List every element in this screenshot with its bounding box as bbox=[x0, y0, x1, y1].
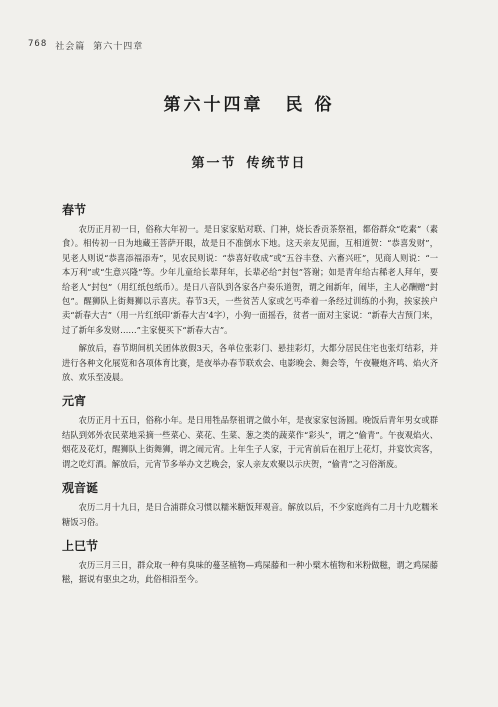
shangsi-festival-paragraph: 农历三月三日，群众取一种有臭味的蔓茎植物—鸡屎藤和一种小檗木植物和米粉做糍，谓之鸡屎藤糍，据说有驱虫之功，此俗相沿至今。 bbox=[62, 559, 438, 585]
chapter-heading bbox=[0, 90, 498, 115]
spring-festival-paragraph-2: 解放后，春节期间机关团体放假3天，各单位张彩门、悬挂彩灯，大都分居民住宅也张灯结彩，并进行各种文化展览和各项体育比赛，是夜举办春节联欢会、电影晚会、舞会等，午夜鞭炮齐鸣、焰火齐放、欢乐至凌晨。 bbox=[62, 343, 438, 383]
section-number: 第一节 bbox=[191, 156, 237, 171]
festival-heading-lantern: 元宵 bbox=[62, 394, 87, 409]
festival-heading-spring: 春节 bbox=[62, 203, 87, 217]
running-header bbox=[28, 39, 143, 52]
festival-heading-guanyin: 观音诞 bbox=[62, 481, 99, 496]
chapter-number: 第六十四章 bbox=[163, 95, 264, 115]
chapter-title: 民 俗 bbox=[285, 95, 335, 115]
section-heading bbox=[0, 152, 498, 171]
book-part-label: 社会篇 bbox=[55, 42, 86, 52]
lantern-festival-paragraph: 农历正月十五日，俗称小年。是日用牲品祭祖谓之做小年，是夜家家包汤圆。晚饭后青年男女或群结队到郊外农民菜地采摘一些菜心、菜花、生菜、葱之类的蔬菜作“彩头”，谓之“偷青”。午夜观焰火、烟花及花灯，醒狮队上街舞狮，谓之闹元宵。上年生子人家，于元宵前后在祖厅上花灯，并宴饮宾客，谓之吃灯酒。解放后，元宵节多举办文艺晚会，家人亲友欢聚以示庆贺，“偷青”之习俗渐废。 bbox=[62, 415, 438, 469]
section-title: 传统节日 bbox=[246, 156, 307, 171]
chapter-short-label: 第六十四章 bbox=[93, 42, 144, 52]
guanyin-birthday-paragraph: 农历二月十九日，是日合浦群众习惯以糯米糖饭拜观音。解放以后，不少家庭尚有二月十九吃糯米糖饭习俗。 bbox=[62, 502, 438, 527]
page-number: 768 bbox=[28, 39, 48, 49]
page-body bbox=[62, 201, 438, 591]
spring-festival-paragraph-1: 农历正月初一日，俗称大年初一。是日家家贴对联、门神，烧长香贡茶祭祖，都俗群众“吃素”（素食）。相传初一日为地藏王菩萨开眼，故是日不准倒水下地。这天亲友见面，互相道贺：“恭喜发财”，见老人则说“恭喜添福添寿”，见农民则说：“恭喜好收成”或“五谷丰登、六畜兴旺”，见商人则说：“一本万利”或“生意兴隆”等。少年儿童给长辈拜年，长辈必给“封包”答谢；如是青年给古稀老人拜年，要给老人“封包”（用红纸包纸币）。是日八音队到各家各户奏乐道贺，谓之闹新年，闹毕，主人必酬赠“封包”。醒狮队上街舞狮以示喜庆。春节3天，一些贫苦人家或乞丐牵着一条经过训练的小狗，挨家挨户卖“新春大吉”（用一片红纸印‘新春大吉’4字），小狗一面摇吞，贫者一面对主家说：“新春大吉预门来，过了新年多发财……”主家便买下“新春大吉”。 bbox=[62, 224, 438, 335]
festival-heading-shangsi: 上巳节 bbox=[62, 538, 99, 553]
